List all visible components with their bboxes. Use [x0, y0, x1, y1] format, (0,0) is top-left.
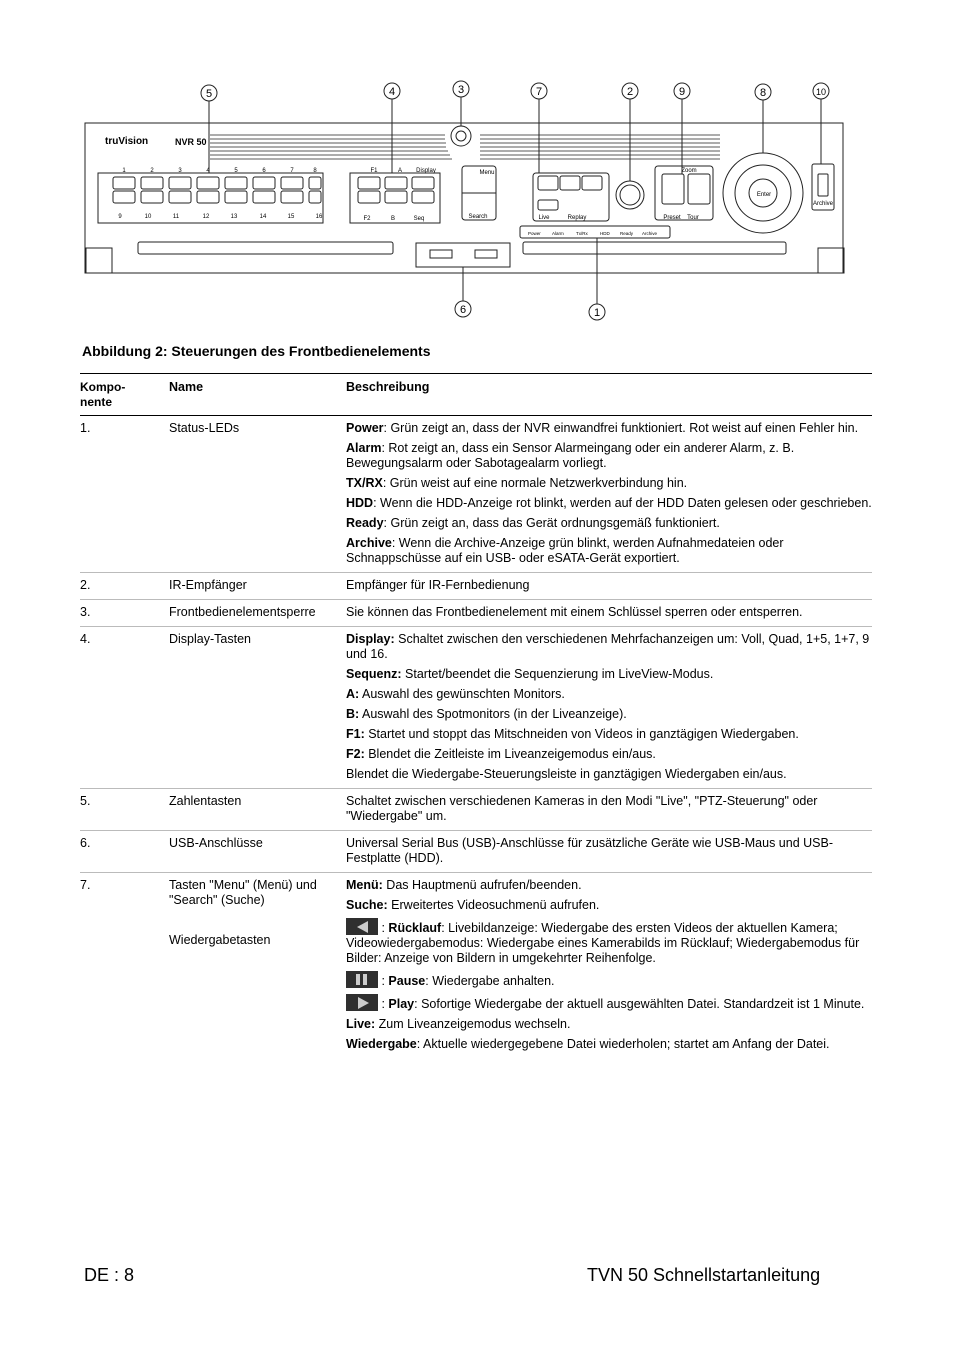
callout-10: 10: [815, 87, 827, 97]
term: Archive: [346, 536, 392, 550]
row-description: [346, 416, 872, 573]
row-number: 7.: [80, 878, 91, 892]
row-number: 5.: [80, 789, 169, 831]
table-row: [80, 831, 872, 873]
figure-caption: Abbildung 2: Steuerungen des Frontbedienelements: [82, 343, 431, 359]
key-label: 1: [122, 168, 126, 174]
separator: :: [378, 974, 389, 988]
row-name: [169, 873, 346, 1059]
callout-7: 7: [535, 86, 543, 98]
key-label: 4: [206, 168, 210, 174]
row-name: Status-LEDs: [169, 416, 346, 573]
term: Ready: [346, 516, 384, 530]
led-label: HDD: [600, 231, 610, 236]
col-header-name: Name: [169, 374, 346, 416]
definition: : Aktuelle wiedergegebene Datei wiederholen; startet am Anfang der Datei.: [416, 1037, 830, 1051]
col-header-description: Beschreibung: [346, 374, 872, 416]
rewind-icon: [346, 918, 378, 935]
row-number: 4.: [80, 627, 169, 789]
key-label: 15: [287, 214, 295, 220]
row-number: 2.: [80, 573, 169, 600]
table-row: [80, 600, 872, 627]
row-name: IR-Empfänger: [169, 573, 346, 600]
brand-logo-text: truVision: [105, 136, 149, 147]
row-name-playback: Wiedergabetasten: [169, 933, 271, 947]
page-number: DE : 8: [84, 1265, 135, 1285]
key-label: B: [390, 216, 396, 222]
definition: : Sofortige Wiedergabe der aktuell ausgewählten Datei. Standardzeit ist 1 Minute.: [414, 997, 865, 1011]
zoom-key-label: Zoom: [681, 168, 697, 174]
key-label: F1: [370, 168, 378, 174]
callout-4: 4: [388, 86, 396, 98]
key-label: 12: [202, 214, 210, 220]
definition: Schaltet zwischen den verschiedenen Mehrfachanzeigen um: Voll, Quad, 1+5, 1+7, 9 und 16.: [346, 632, 870, 661]
row-description: Schaltet zwischen verschiedenen Kameras in den Modi "Live", "PTZ-Steuerung" oder "Wiedergabe" um.: [346, 789, 872, 831]
key-label: A: [397, 168, 403, 174]
term: Alarm: [346, 441, 382, 455]
led-label: Archive: [642, 231, 658, 236]
row-description: [346, 627, 872, 789]
table-row: [80, 873, 872, 1059]
definition: Blendet die Wiedergabe-Steuerungsleiste in ganztägigen Wiedergaben ein/aus.: [346, 767, 787, 781]
table-row: [80, 416, 872, 573]
key-label: F2: [363, 216, 371, 222]
table-row: [80, 627, 872, 789]
enter-key-label: Enter: [756, 192, 772, 198]
term: Live:: [346, 1017, 376, 1031]
callout-6: 6: [459, 304, 467, 316]
key-label: 14: [259, 214, 267, 220]
archive-key-label: Archive: [812, 201, 834, 207]
row-description: Empfänger für IR-Fernbedienung: [346, 573, 872, 600]
row-name: Zahlentasten: [169, 789, 346, 831]
key-label: 11: [172, 214, 180, 220]
key-label: 13: [230, 214, 238, 220]
model-label: NVR 50: [175, 137, 207, 147]
key-label: 8: [313, 168, 317, 174]
key-label: Display: [416, 168, 436, 174]
menu-key-label: Menu: [479, 170, 495, 176]
search-key-label: Search: [468, 214, 488, 220]
document-title: TVN 50 Schnellstartanleitung: [587, 1265, 821, 1285]
term: Play: [388, 997, 415, 1011]
key-label: 5: [234, 168, 238, 174]
row-number: 3.: [80, 600, 169, 627]
replay-key-label: Replay: [567, 215, 587, 221]
term: A:: [346, 687, 360, 701]
led-label: Tx/Rx: [576, 231, 588, 236]
row-number: 6.: [80, 831, 169, 873]
led-label: Ready: [620, 231, 634, 236]
definition: : Wiedergabe anhalten.: [425, 974, 555, 988]
term: HDD: [346, 496, 374, 510]
key-label: 9: [118, 214, 122, 220]
term: Suche:: [346, 898, 388, 912]
definition: : Grün zeigt an, dass der NVR einwandfrei funktioniert. Rot weist auf einen Fehler hin.: [383, 421, 859, 435]
term: F2:: [346, 747, 365, 761]
controls-table: [80, 373, 872, 1058]
definition: : Rot zeigt an, dass ein Sensor Alarmeingang oder ein anderer Alarm, z. B. Bewegungsalarm oder Sabotagealarm vorliegt.: [346, 441, 795, 470]
definition: : Livebildanzeige: Wiedergabe des ersten Videos der aktuellen Kamera; Videowiedergabemodus: Wiedergabe eines Kamerabilds im Rücklauf; Wiedergabemodus für Bilder: Anzeige von Bildern in umgekehrter Reihenfolge.: [346, 921, 860, 965]
definition: Erweitertes Videosuchmenü aufrufen.: [387, 898, 600, 912]
preset-key-label: Preset: [663, 215, 681, 221]
key-label: 10: [144, 214, 152, 220]
key-label: 6: [262, 168, 266, 174]
key-label: 2: [150, 168, 154, 174]
term: Display:: [346, 632, 395, 646]
key-label: 3: [178, 168, 182, 174]
front-panel-diagram: [80, 78, 850, 328]
definition: Startet/beendet die Sequenzierung im LiveView-Modus.: [401, 667, 714, 681]
definition: : Grün weist auf eine normale Netzwerkverbindung hin.: [382, 476, 688, 490]
key-label: Seq: [413, 216, 425, 222]
callout-5: 5: [205, 88, 213, 100]
definition: Auswahl des gewünschten Monitors.: [359, 687, 565, 701]
definition: : Wenn die Archive-Anzeige grün blinkt, werden Aufnahmedateien oder Schnappschüsse auf ein USB- oder eSATA-Gerät exportiert.: [346, 536, 784, 565]
play-icon: [346, 994, 378, 1011]
callout-3: 3: [457, 84, 465, 96]
key-label: 7: [290, 168, 294, 174]
table-row: [80, 789, 872, 831]
definition: Startet und stoppt das Mitschneiden von Videos in ganztägigen Wiedergaben.: [364, 727, 799, 741]
callout-8: 8: [759, 87, 767, 99]
definition: : Grün zeigt an, dass das Gerät ordnungsgemäß funktioniert.: [383, 516, 720, 530]
row-description: Sie können das Frontbedienelement mit einem Schlüssel sperren oder entsperren.: [346, 600, 872, 627]
live-key-label: Live: [538, 215, 550, 221]
led-label: Alarm: [552, 231, 564, 236]
row-description: Universal Serial Bus (USB)-Anschlüsse für zusätzliche Geräte wie USB-Maus und USB-Festplatte (HDD).: [346, 831, 872, 873]
callout-1: 1: [593, 307, 601, 319]
key-label: 16: [315, 214, 323, 220]
term: Pause: [388, 974, 426, 988]
term: Menü:: [346, 878, 383, 892]
callout-9: 9: [678, 86, 686, 98]
table-row: [80, 573, 872, 600]
table-header-row: [80, 374, 872, 416]
term: TX/RX: [346, 476, 383, 490]
term: B:: [346, 707, 360, 721]
callout-2: 2: [626, 86, 634, 98]
row-name: Frontbedienelementsperre: [169, 600, 346, 627]
term: Wiedergabe: [346, 1037, 417, 1051]
term: Rücklauf: [388, 921, 442, 935]
term: Sequenz:: [346, 667, 402, 681]
definition: Zum Liveanzeigemodus wechseln.: [375, 1017, 571, 1031]
row-number: 1.: [80, 416, 169, 573]
definition: Das Hauptmenü aufrufen/beenden.: [382, 878, 582, 892]
term: Power: [346, 421, 384, 435]
definition: Blendet die Zeitleiste im Liveanzeigemodus ein/aus.: [364, 747, 656, 761]
tour-key-label: Tour: [687, 215, 699, 221]
row-name: Display-Tasten: [169, 627, 346, 789]
col-header-component: Kompo- nente: [80, 374, 169, 416]
row-description: [346, 873, 872, 1059]
row-name-menu-search: Tasten "Menu" (Menü) und "Search" (Suche): [169, 878, 317, 907]
definition: : Wenn die HDD-Anzeige rot blinkt, werden auf der HDD Daten gelesen oder geschrieben.: [373, 496, 872, 510]
term: F1:: [346, 727, 365, 741]
definition: Auswahl des Spotmonitors (in der Liveanzeige).: [359, 707, 627, 721]
separator: :: [378, 997, 389, 1011]
row-name: USB-Anschlüsse: [169, 831, 346, 873]
pause-icon: [346, 971, 378, 988]
led-label: Power: [528, 231, 541, 236]
separator: :: [378, 921, 389, 935]
